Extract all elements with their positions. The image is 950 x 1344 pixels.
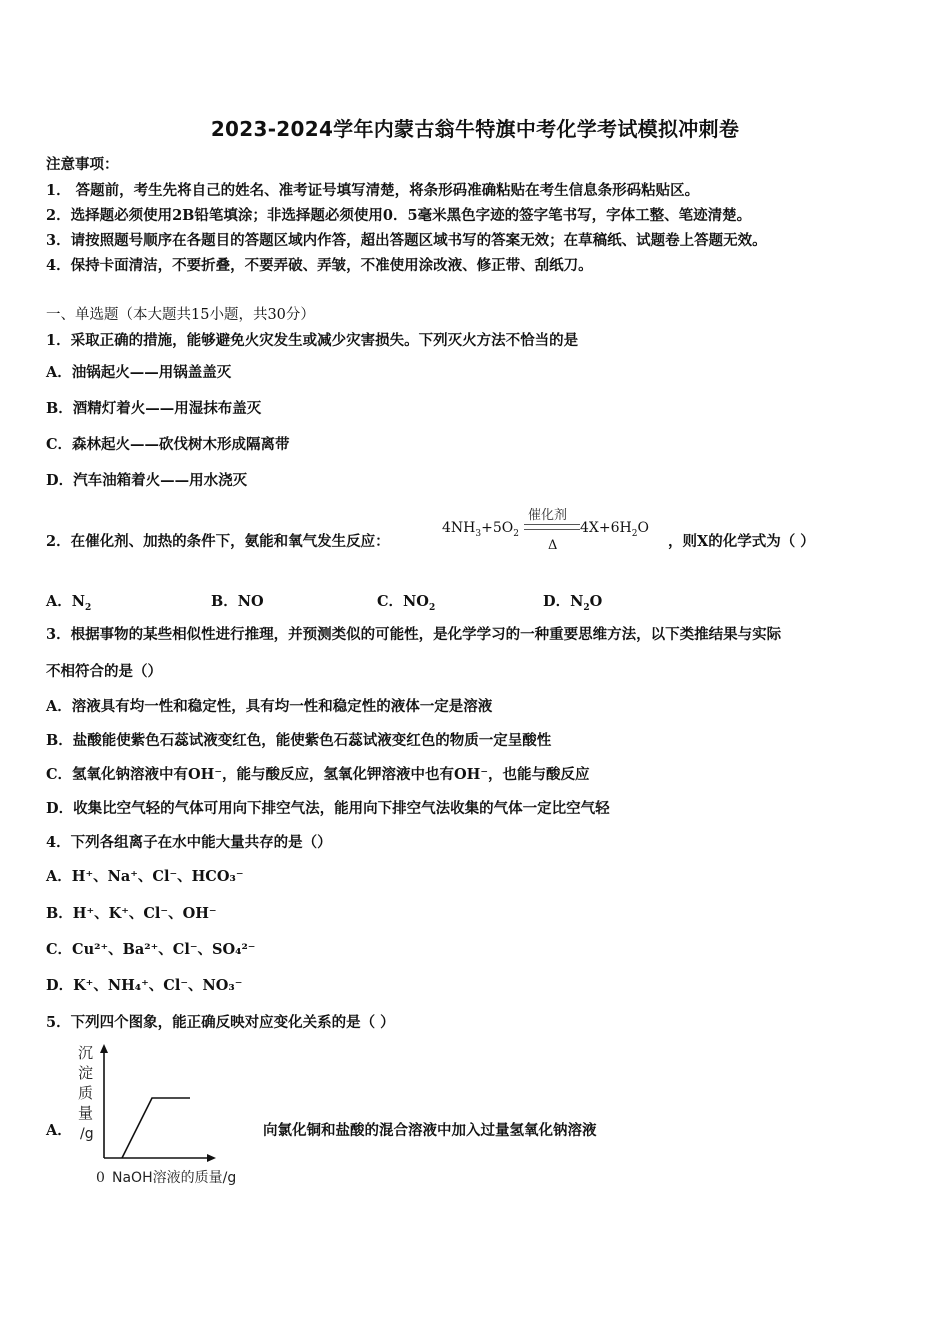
question-4-option-b: B．H⁺、K⁺、Cl⁻、OH⁻ xyxy=(46,905,217,922)
question-3-option-b: B．盐酸能使紫色石蕊试液变红色，能使紫色石蕊试液变红色的物质一定呈酸性 xyxy=(46,732,552,749)
question-1-option-a: A．油锅起火——用锅盖盖灭 xyxy=(46,364,232,381)
question-2-option-c: C．$NO_2$ xyxy=(377,593,436,613)
question-1-option-c: C．森林起火——砍伐树木形成隔离带 xyxy=(46,436,290,453)
page-title: 2023-2024学年内蒙古翁牛特旗中考化学考试模拟冲刺卷 xyxy=(210,117,740,141)
question-5-option-a-text: 向氯化铜和盐酸的混合溶液中加入过量氢氧化钠溶液 xyxy=(263,1122,597,1139)
question-3-stem: 3．根据事物的某些相似性进行推理，并预测类似的可能性，是化学学习的一种重要思维方法，以下类推结果与实际 xyxy=(46,626,782,643)
notice-heading: 注意事项： xyxy=(46,156,119,173)
notice-item: 2．选择题必须使用2B铅笔填涂；非选择题必须使用0．5毫米黑色字迹的签字笔书写，字体工整、笔迹清楚。 xyxy=(46,207,752,224)
y-label-char: 沉 xyxy=(78,1044,94,1062)
equation-bar xyxy=(524,529,580,530)
question-4-option-a: A．H⁺、Na⁺、Cl⁻、HCO₃⁻ xyxy=(46,868,244,885)
data-line xyxy=(122,1098,190,1158)
question-1-stem: 1．采取正确的措施，能够避免火灾发生或减少灾害损失。下列灭火方法不恰当的是 xyxy=(46,332,579,349)
question-4-option-d: D．K⁺、NH₄⁺、Cl⁻、NO₃⁻ xyxy=(46,977,243,994)
equation-heat: Δ xyxy=(548,538,558,553)
question-2-option-a: A．$N_2$ xyxy=(46,593,92,613)
question-2-stem: 2．在催化剂、加热的条件下，氨能和氧气发生反应： xyxy=(46,533,390,550)
question-1-option-b: B．酒精灯着火——用湿抹布盖灭 xyxy=(46,400,262,417)
y-label-char: 淀 xyxy=(78,1064,94,1082)
y-label-char: 质 xyxy=(78,1084,94,1102)
notice-item: 3．请按照题号顺序在各题目的答题区域内作答，超出答题区域书写的答案无效；在草稿纸、试题卷上答题无效。 xyxy=(46,232,767,249)
precipitate-graph xyxy=(70,1040,270,1190)
question-3-option-c: C．氢氧化钠溶液中有OH⁻，能与酸反应，氢氧化钾溶液中也有OH⁻，也能与酸反应 xyxy=(46,766,590,783)
origin-label: 0 xyxy=(96,1170,105,1186)
question-4-option-c: C．Cu²⁺、Ba²⁺、Cl⁻、SO₄²⁻ xyxy=(46,941,256,958)
y-axis-arrow xyxy=(100,1044,108,1053)
equation-catalyst: 催化剂 xyxy=(528,508,568,523)
section-heading: 一、单选题（本大题共15小题，共30分） xyxy=(46,307,315,323)
x-axis-arrow xyxy=(207,1154,216,1162)
y-label-char: /g xyxy=(80,1126,94,1142)
reaction-equation xyxy=(442,500,662,560)
equation-reactants: $4NH_3+5O_2$ xyxy=(442,520,519,539)
question-1-option-d: D．汽车油箱着火——用水浇灭 xyxy=(46,472,248,489)
equation-products: $4X+6H_2O$ xyxy=(580,520,649,539)
notice-item: 1． 答题前，考生先将自己的姓名、准考证号填写清楚，将条形码准确粘贴在考生信息条形码粘贴区。 xyxy=(46,182,700,199)
notice-item: 4．保持卡面清洁，不要折叠，不要弄破、弄皱，不准使用涂改液、修正带、刮纸刀。 xyxy=(46,257,593,274)
question-5-stem: 5．下列四个图象，能正确反映对应变化关系的是（ ） xyxy=(46,1014,395,1031)
x-axis-label: NaOH溶液的质量/g xyxy=(112,1170,237,1186)
question-5-option-a-letter: A． xyxy=(46,1122,72,1139)
question-2-option-d: D．$N_2O$ xyxy=(543,593,603,613)
equation-bar xyxy=(524,524,580,525)
question-3-option-a: A．溶液具有均一性和稳定性，具有均一性和稳定性的液体一定是溶液 xyxy=(46,698,493,715)
question-2-stem-tail: ，则X的化学式为（ ） xyxy=(668,533,815,550)
question-2-option-b: B．NO xyxy=(211,593,264,610)
question-4-stem: 4．下列各组离子在水中能大量共存的是（） xyxy=(46,834,332,851)
y-label-char: 量 xyxy=(78,1104,94,1122)
question-3-option-d: D．收集比空气轻的气体可用向下排空气法，能用向下排空气法收集的气体一定比空气轻 xyxy=(46,800,610,817)
question-3-stem-cont: 不相符合的是（） xyxy=(46,663,162,680)
